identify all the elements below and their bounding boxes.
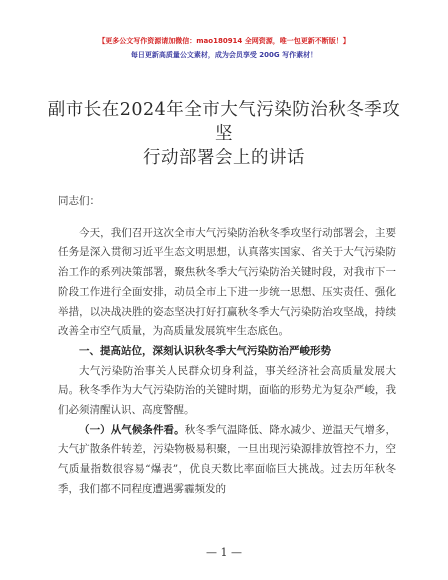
page-number: — 1 — (206, 546, 242, 559)
promo-banner-line1: 【更多公文写作资源请加微信：mao180914 全网资源，唯一包更新不断版！】 (98, 37, 350, 45)
greeting: 同志们： (58, 195, 100, 207)
document-title (40, 98, 408, 170)
paragraph-climate (58, 421, 396, 500)
paragraph-situation: 大气污染防治事关人民群众切身利益，事关经济社会高质量发展大局。秋冬季作为大气污染防治的关键时期，面临的形势尤为复杂严峻，我们必须清醒认识、高度警醒。 (58, 364, 396, 417)
document-title-line2: 行动部署会上的讲话 (143, 148, 305, 168)
subheading-1: （一）从气候条件看。 (79, 423, 185, 436)
promo-banner-line2: 每日更新高质量公文素材，成为会员享受 200G 写作素材！ (130, 51, 318, 59)
document-title-line1: 副市长在2024年全市大气污染防治秋冬季攻坚 (47, 100, 401, 144)
paragraph-intro: 今天，我们召开这次全市大气污染防治秋冬季攻坚行动部署会，主要任务是深入贯彻习近平生态文明思想，认真落实国家、省关于大气污染防治工作的系列决策部署，聚焦秋冬季大气污染防治关键时段，对我市下一阶段工作进行全面安排，动员全市上下进一步统一思想、压实责任、强化举措，以决战决胜的姿态坚决打好打赢秋冬季大气污染防治攻坚战，持续改善全市空气质量，为高质量发展筑牢生态底色。 (58, 226, 396, 338)
section-heading-1: 一、提高站位，深刻认识秋冬季大气污染防治严峻形势 (79, 344, 331, 357)
promo-banner (0, 34, 448, 62)
paragraph-climate-text: 秋冬季气温降低、降水减少、逆温天气增多，大气扩散条件转差，污染物极易积聚，一旦出现污染源排放管控不力，空气质量指数很容易“爆表”，优良天数比率面临巨大挑战。过去历年秋冬季，我们都不同程度遭遇雾霾频发的 (58, 423, 397, 495)
document-body (58, 192, 396, 500)
